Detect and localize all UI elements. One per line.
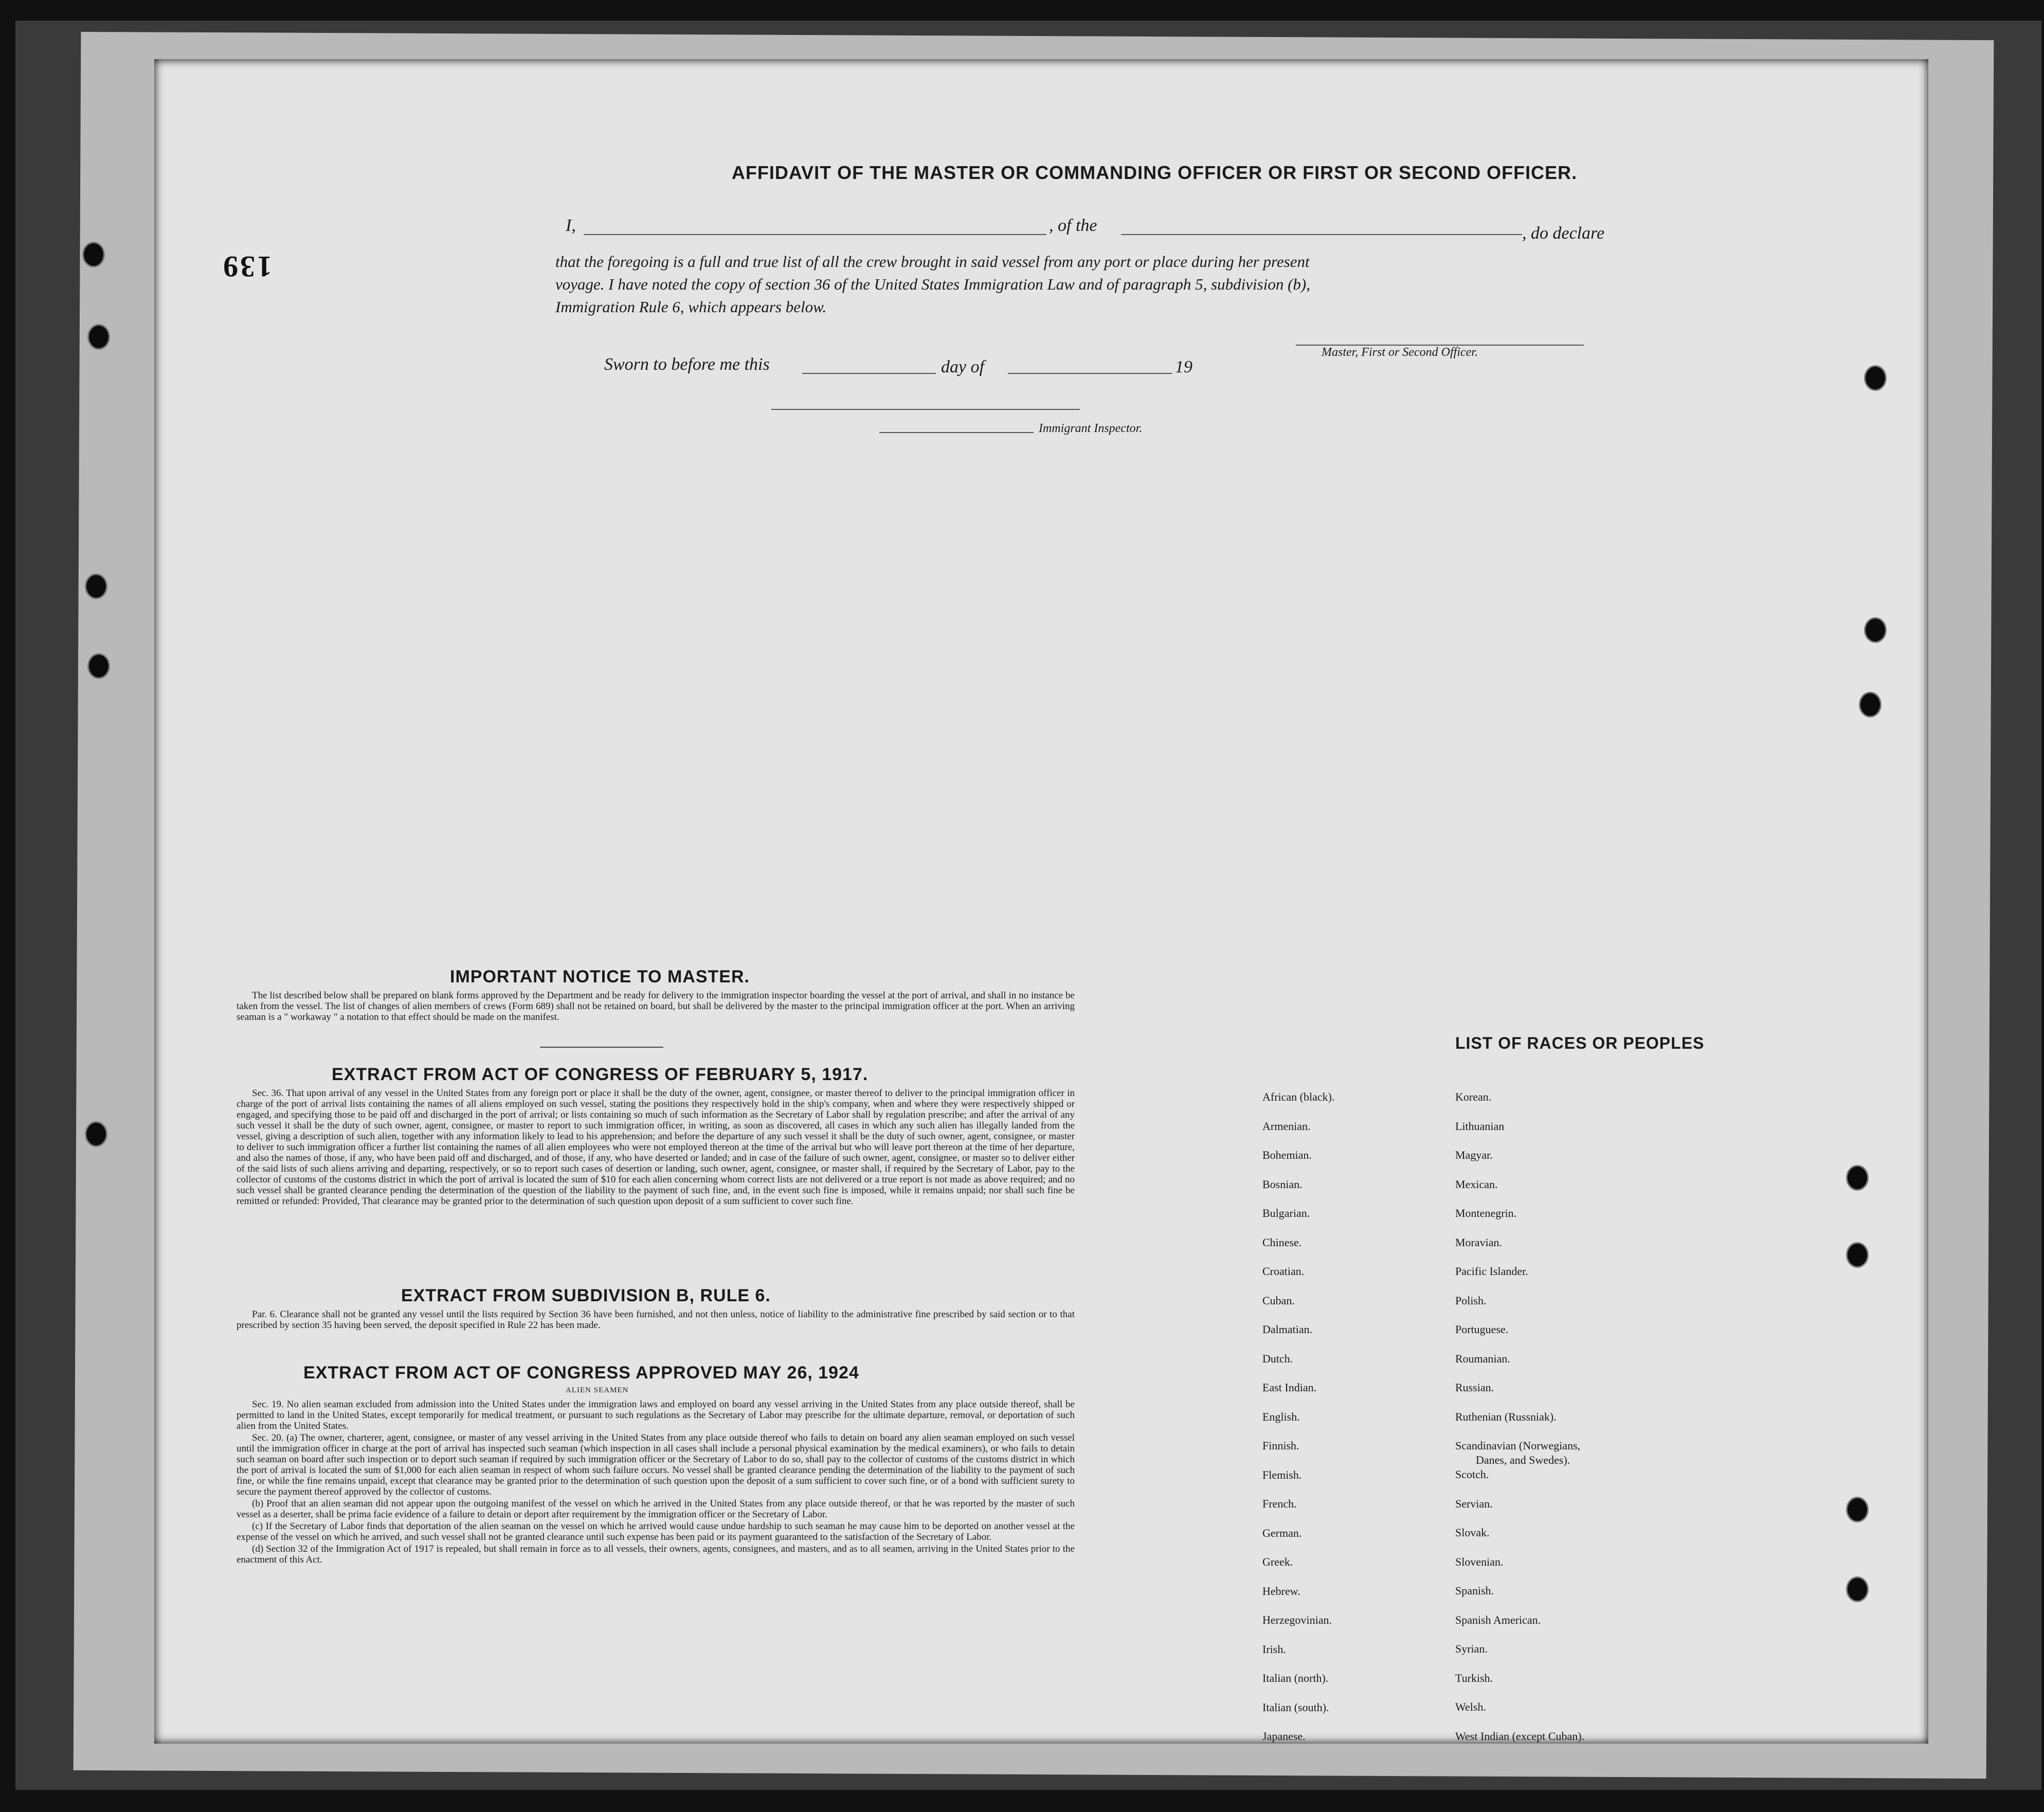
- section-20b-paragraph: (b) Proof that an alien seaman did not appear upon the outgoing manifest of the vessel on which he arrived in the United States from any place outside thereof, or that he was reported by the master of such vessel as a deserter, shall be prima facie evidence of a failure to detain or deport after requirement by the immigration officer or the Secretary of Labor.: [237, 1498, 1075, 1520]
- extract-rule6-title: EXTRACT FROM SUBDIVISION B, RULE 6.: [401, 1286, 771, 1305]
- binder-hole-icon: [1846, 1242, 1869, 1268]
- races-title: LIST OF RACES OR PEOPLES: [1455, 1034, 1705, 1052]
- divider: [540, 1047, 663, 1048]
- notice-title: IMPORTANT NOTICE TO MASTER.: [450, 967, 750, 986]
- race-item: Finnish.: [1262, 1439, 1299, 1452]
- race-item: Armenian.: [1262, 1119, 1311, 1133]
- race-item-scandinavian-cont: Danes, and Swedes).: [1476, 1454, 1570, 1466]
- race-item: Bosnian.: [1262, 1177, 1303, 1191]
- race-item: Korean.: [1455, 1090, 1492, 1103]
- race-item: Mexican.: [1455, 1177, 1498, 1191]
- sworn-label: Sworn to before me this: [604, 355, 770, 374]
- race-item: Portuguese.: [1455, 1323, 1509, 1336]
- race-item: French.: [1262, 1497, 1297, 1510]
- race-item: Greek.: [1262, 1555, 1293, 1568]
- affidavit-of-the-label: , of the: [1049, 216, 1097, 235]
- race-item: Chinese.: [1262, 1235, 1302, 1249]
- extract-1924-text: [237, 1399, 1075, 1566]
- binder-hole-icon: [85, 1121, 107, 1147]
- race-item: East Indian.: [1262, 1381, 1317, 1394]
- binder-hole-icon: [1864, 617, 1887, 643]
- race-item: Moravian.: [1455, 1235, 1503, 1249]
- section-20a-paragraph: Sec. 20. (a) The owner, charterer, agent, consignee, or master of any vessel arriving in the United States from any place outside thereof who fails to detain on board any alien seaman employed on such vessel until the immigration officer in charge at the port of arrival has inspected such seaman (which inspection in all cases shall include a personal physical examination by the medical examiners), or who fails to detain such seaman on board after such inspection or to deport such seaman if required by such immigration officer or the Secretary of Labor to do so, shall pay to the collector of customs of the customs district in which the port of arrival is located the sum of $1,000 for each alien seaman in respect of whom such failure occurs. No vessel shall be granted clearance pending the determination of the liability to the payment of such fine, or while the fine remains unpaid, except that clearance may be granted prior to the determination of such question upon the deposit of a sum sufficient to cover such fine, or of a bond with sufficient surety to secure the payment thereof approved by the collector of customs.: [237, 1432, 1075, 1497]
- race-item: West Indian (except Cuban).: [1455, 1729, 1585, 1743]
- name-line: [584, 234, 1046, 235]
- race-item: Hebrew.: [1262, 1584, 1300, 1598]
- race-item: Magyar.: [1455, 1149, 1493, 1161]
- declaration-line-2: voyage. I have noted the copy of section 36 of the United States Immigration Law and of paragraph 5, subdivision (b),: [555, 275, 1310, 293]
- races-left-column: [1262, 1083, 1334, 1751]
- affidavit-title: AFFIDAVIT OF THE MASTER OR COMMANDING OFFICER OR FIRST OR SECOND OFFICER.: [731, 162, 1578, 183]
- race-item: Syrian.: [1455, 1642, 1488, 1655]
- race-item: Turkish.: [1455, 1671, 1493, 1684]
- inspector-line-1: [771, 409, 1080, 410]
- race-item: Italian (south).: [1262, 1700, 1329, 1714]
- extract-rule6-text: [237, 1309, 1075, 1332]
- race-item: Japanese.: [1262, 1730, 1306, 1743]
- extract-1924-title: EXTRACT FROM ACT OF CONGRESS APPROVED MAY 26, 1924: [303, 1363, 859, 1383]
- affidavit-declaration: [555, 250, 1584, 318]
- binder-hole-icon: [1864, 365, 1887, 391]
- section-20d-paragraph: (d) Section 32 of the Immigration Act of 1917 is repealed, but shall remain in force as to all vessels, their owners, agents, consignees, and masters, and as to all seamen, arriving in the United States prior to the enactment of this Act.: [237, 1544, 1075, 1565]
- vessel-line: [1121, 234, 1522, 235]
- race-item: African (black).: [1262, 1090, 1335, 1103]
- paragraph-6: Par. 6. Clearance shall not be granted any vessel until the lists required by Section 36 have been furnished, and not then unless, notice of liability to the administrative fine prescribed by said section or to that prescribed by section 35 having been served, the deposit specified in Rule 22 has been made.: [237, 1309, 1075, 1331]
- year-label: 19: [1175, 357, 1192, 376]
- notice-paragraph: The list described below shall be prepared on blank forms approved by the Department and be ready for delivery to the immigration inspector boarding the vessel at the port of arrival, and shall in no instance be taken from the vessel. The list of changes of alien members of crews (Form 689) shall not be retained on board, but shall be delivered by the master to the principal immigration officer at the port. When an arriving seaman is a " workaway " a notation to that effect should be made on the manifest.: [237, 990, 1075, 1022]
- binder-hole-icon: [1846, 1165, 1869, 1191]
- declaration-line-3: Immigration Rule 6, which appears below.: [555, 298, 827, 316]
- race-item: Dalmatian.: [1262, 1323, 1313, 1336]
- section-20c-paragraph: (c) If the Secretary of Labor finds that deportation of the alien seaman on the vessel on which he arrived would cause undue hardship to such seaman he may cause him to be deported on another vessel at the expense of the vessel on which he arrived, and such vessel shall not be granted clearance until such expense has been paid or its payment guaranteed to the satisfaction of the Secretary of Labor.: [237, 1521, 1075, 1542]
- race-item: Cuban.: [1262, 1294, 1295, 1307]
- inspector-line-2: [879, 432, 1034, 433]
- binder-hole-icon: [85, 573, 107, 599]
- race-item: Lithuanian: [1455, 1119, 1505, 1133]
- race-item: Dutch.: [1262, 1352, 1293, 1365]
- race-item: Flemish.: [1262, 1468, 1302, 1481]
- binder-hole-icon: [87, 324, 110, 350]
- races-right-column: [1455, 1083, 1584, 1751]
- affidavit-i-label: I,: [566, 216, 576, 235]
- race-item: Scotch.: [1455, 1468, 1489, 1481]
- race-item: Spanish American.: [1455, 1613, 1541, 1626]
- race-item: Russian.: [1455, 1381, 1494, 1394]
- race-item: Welsh.: [1455, 1700, 1486, 1713]
- page-stamp-number: 139: [221, 250, 272, 283]
- race-item: Croatian.: [1262, 1265, 1305, 1278]
- race-item: Pacific Islander.: [1455, 1265, 1528, 1278]
- affidavit-do-declare: , do declare: [1522, 224, 1605, 243]
- sworn-month-line: [1008, 373, 1172, 374]
- race-item: Polish.: [1455, 1294, 1487, 1307]
- race-item: English.: [1262, 1410, 1300, 1423]
- extract-1917-text: [237, 1088, 1075, 1208]
- race-item: Herzegovinian.: [1262, 1613, 1332, 1626]
- binder-hole-icon: [1846, 1576, 1869, 1602]
- race-item: Servian.: [1455, 1497, 1493, 1510]
- extract-1917-title: EXTRACT FROM ACT OF CONGRESS OF FEBRUARY 5, 1917.: [332, 1065, 869, 1084]
- section-36-paragraph: Sec. 36. That upon arrival of any vessel in the United States from any foreign port or place it shall be the duty of the owner, agent, consignee, or master thereof to deliver to the principal immigration officer in charge of the port of arrival lists containing the names of all aliens employed on such vessel, stating the positions they respectively hold in the ship's company, when and where they were respectively shipped or engaged, and specifying those to be paid off and discharged in the port of arrival; or lists containing so much of such information as the Secretary of Labor shall by regulation prescribe; and after the arrival of any such vessel it shall be the duty of such owner, agent, consignee, or master to report to such immigration officer, in writing, as soon as discovered, all cases in which any such alien has illegally landed from the vessel, giving a description of such alien, together with any information likely to lead to his apprehension; and before the departure of any such vessel it shall be the duty of such owner, agent, consignee, or master to deliver to such immigration officer a further list containing the names of all alien employees who were not employed thereon at the time of the arrival but who will leave port thereon at the time of her departure, and also the names of those, if any, who have been paid off and discharged, and of those, if any, who have deserted or landed; and in case of the failure of such owner, agent, consignee, or master so to deliver either of the said lists of such aliens arriving and departing, respectively, or so to report such cases of desertion or landing, such owner, agent, consignee, or master shall, if required by the Secretary of Labor, pay to the collector of customs of the customs district in which the port of arrival is located the sum of $10 for each alien concerning whom correct lists are not delivered or a true report is not made as above required; and no such vessel shall be granted clearance pending the determination of the question of the liability to the payment of such fine, and, in the event such fine is imposed, while it remains unpaid; nor shall such fine be remitted or refunded: Provided, That clearance may be granted prior to the determination of such question upon deposit of a sum sufficient to cover such fine.: [237, 1088, 1075, 1207]
- race-item: Slovenian.: [1455, 1555, 1504, 1568]
- declaration-line-1: that the foregoing is a full and true list of all the crew brought in said vessel from any port or place during her present: [555, 253, 1310, 271]
- race-item: Slovak.: [1455, 1526, 1490, 1539]
- document-page: [154, 59, 1928, 1744]
- inspector-label: Immigrant Inspector.: [1039, 422, 1143, 435]
- race-item: Ruthenian (Russniak).: [1455, 1410, 1557, 1423]
- alien-seamen-subtitle: ALIEN SEAMEN: [566, 1386, 629, 1394]
- race-item: Roumanian.: [1455, 1352, 1510, 1365]
- notice-text: [237, 990, 1075, 1024]
- race-item: Spanish.: [1455, 1584, 1494, 1597]
- binder-hole-icon: [87, 653, 110, 679]
- section-19-paragraph: Sec. 19. No alien seaman excluded from admission into the United States under the immigration laws and employed on board any vessel arriving in the United States from any place outside thereof, shall be permitted to land in the United States, except temporarily for medical treatment, or pursuant to such regulations as the Secretary of Labor may prescribe for the ultimate departure, removal, or deportation of such alien from the United States.: [237, 1399, 1075, 1431]
- race-item: Italian (north).: [1262, 1672, 1329, 1684]
- race-item: Bohemian.: [1262, 1149, 1312, 1161]
- master-signature-label: Master, First or Second Officer.: [1322, 346, 1478, 359]
- binder-hole-icon: [1859, 692, 1882, 717]
- race-item: Bulgarian.: [1262, 1207, 1310, 1219]
- race-item: Montenegrin.: [1455, 1207, 1517, 1219]
- day-of-label: day of: [941, 357, 985, 376]
- sworn-day-line: [802, 373, 936, 374]
- race-item: German.: [1262, 1526, 1302, 1539]
- race-item: [1455, 1431, 1584, 1466]
- race-item: Irish.: [1262, 1642, 1286, 1656]
- binder-hole-icon: [82, 242, 105, 267]
- race-item-scandinavian: Scandinavian (Norwegians,: [1455, 1439, 1581, 1452]
- binder-hole-icon: [1846, 1497, 1869, 1522]
